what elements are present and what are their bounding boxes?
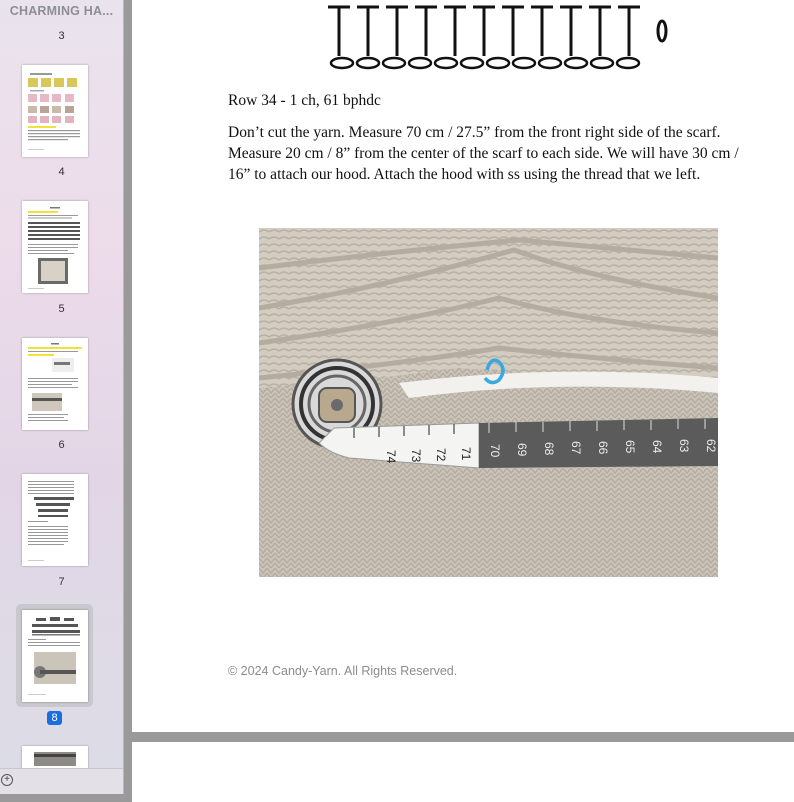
page-thumbnail-8[interactable] <box>22 610 88 702</box>
tape-label-63: 63 <box>677 439 691 453</box>
tape-label-71: 71 <box>459 447 473 461</box>
thumbnail-5-content <box>22 201 88 293</box>
thumbnail-sidebar <box>0 0 124 794</box>
next-page <box>132 742 794 802</box>
row-heading: Row 34 - 1 ch, 61 bphdc <box>228 92 381 109</box>
tape-label-68: 68 <box>542 442 556 456</box>
tape-label-72: 72 <box>434 448 448 462</box>
page-thumbnail-6[interactable] <box>22 338 88 430</box>
instruction-paragraph: Don’t cut the yarn. Measure 70 cm / 27.5” from the front right side of the scarf. Measure 20 cm / 8” from the center of the scarf to each side. We will have 30 cm / 16” to attach our hood. Attach the hood with ss using the thread that we left. <box>228 124 739 183</box>
copyright-footer: © 2024 Candy-Yarn. All Rights Reserved. <box>228 664 458 678</box>
tape-label-64: 64 <box>650 440 664 454</box>
page-thumbnail-5[interactable] <box>22 201 88 293</box>
page-number-8-selected: 8 <box>47 711 62 725</box>
page-number-6: 6 <box>58 439 65 451</box>
tape-label-74: 74 <box>384 450 398 464</box>
thumbnail-7-content <box>22 474 88 566</box>
photo-illustration <box>259 228 718 577</box>
thumbnail-6-content <box>22 338 88 430</box>
thumbnail-4-content <box>22 65 88 157</box>
scarf-measuring-photo <box>259 228 718 577</box>
tape-label-66: 66 <box>596 441 610 455</box>
tape-label-73: 73 <box>409 449 423 463</box>
tape-label-67: 67 <box>569 441 583 455</box>
document-page <box>132 0 794 732</box>
tape-label-69: 69 <box>515 443 529 457</box>
page-number-3: 3 <box>58 30 65 42</box>
page-number-5: 5 <box>58 303 65 315</box>
tape-label-65: 65 <box>623 440 637 454</box>
page-number-7: 7 <box>58 576 65 588</box>
page-thumbnail-4[interactable] <box>22 65 88 157</box>
crochet-chart <box>328 0 668 75</box>
page-number-4: 4 <box>58 166 65 178</box>
page-thumbnail-7[interactable] <box>22 474 88 566</box>
tape-label-70: 70 <box>488 444 502 458</box>
document-title: CHARMING HA... <box>9 4 114 18</box>
add-page-button[interactable]: + <box>1 774 13 786</box>
thumbnail-8-content <box>22 610 88 702</box>
tape-label-62: 62 <box>704 439 718 453</box>
sidebar-footer <box>0 768 123 794</box>
